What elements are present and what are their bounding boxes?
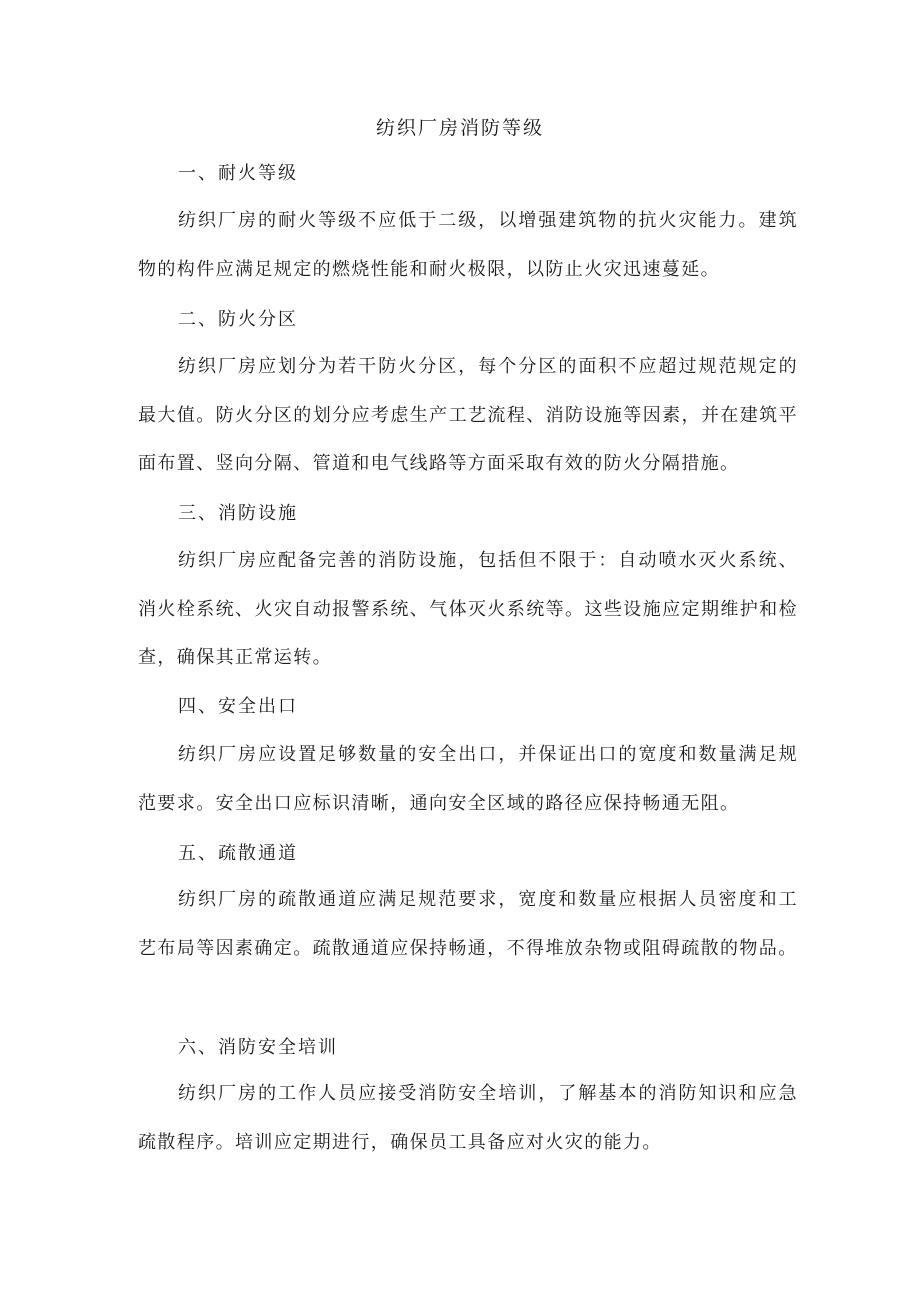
section-body-fire-compartment: 纺织厂房应划分为若干防火分区，每个分区的面积不应超过规范规定的最大值。防火分区的划分应考虑生产工艺流程、消防设施等因素，并在建筑平面布置、竖向分隔、管道和电气线路等方面采取有效的防火分隔措施。	[138, 356, 798, 474]
section-heading-fire-facilities: 三、消防设施	[178, 503, 298, 524]
section-body-evacuation-routes: 纺织厂房的疏散通道应满足规范要求，宽度和数量应根据人员密度和工艺布局等因素确定。疏散通道应保持畅通，不得堆放杂物或阻碍疏散的物品。	[138, 889, 798, 959]
section-heading-fire-resistance: 一、耐火等级	[178, 163, 298, 184]
section-heading-fire-compartment: 二、防火分区	[178, 309, 298, 330]
section-body-fire-resistance: 纺织厂房的耐火等级不应低于二级，以增强建筑物的抗火灾能力。建筑物的构件应满足规定的燃烧性能和耐火极限，以防止火灾迅速蔓延。	[138, 210, 798, 280]
section-body-fire-training: 纺织厂房的工作人员应接受消防安全培训，了解基本的消防知识和应急疏散程序。培训应定期进行，确保员工具备应对火灾的能力。	[138, 1083, 798, 1153]
section-heading-evacuation-routes: 五、疏散通道	[178, 843, 298, 864]
section-body-safety-exits: 纺织厂房应设置足够数量的安全出口，并保证出口的宽度和数量满足规范要求。安全出口应标识清晰，通向安全区域的路径应保持畅通无阻。	[138, 744, 798, 814]
section-heading-safety-exits: 四、安全出口	[178, 696, 298, 717]
section-heading-fire-training: 六、消防安全培训	[178, 1037, 338, 1058]
section-body-fire-facilities: 纺织厂房应配备完善的消防设施，包括但不限于：自动喷水灭火系统、消火栓系统、火灾自动报警系统、气体灭火系统等。这些设施应定期维护和检查，确保其正常运转。	[138, 550, 798, 668]
page-title: 纺织厂房消防等级	[375, 117, 544, 139]
